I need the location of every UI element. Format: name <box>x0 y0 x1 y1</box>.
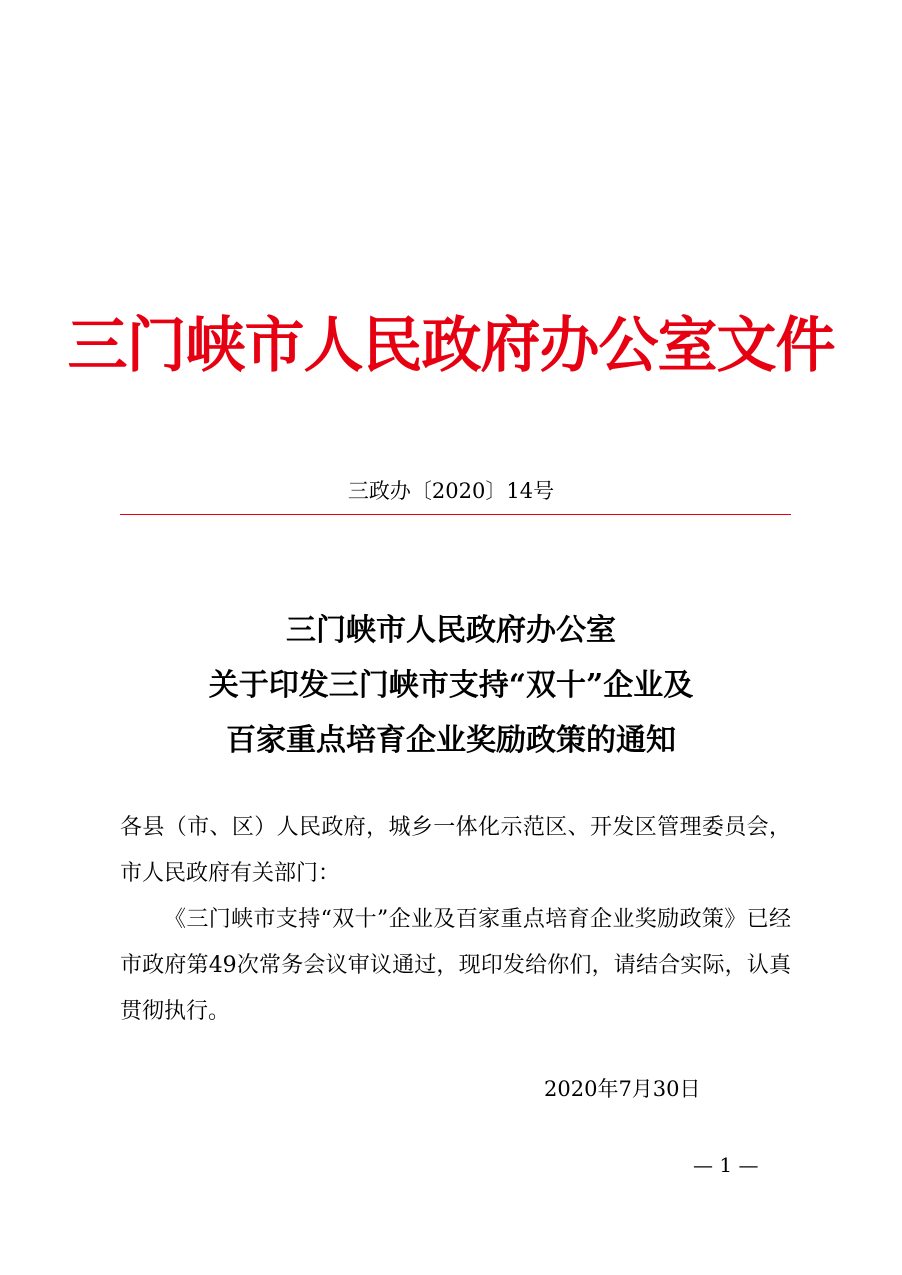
document-number: 三政办〔2020〕14号 <box>347 479 555 503</box>
addressee-paragraph: 各县（市、区）人民政府，城乡一体化示范区、开发区管理委员会，市人民政府有关部门： <box>120 815 791 886</box>
page-number: — 1 — <box>693 1153 759 1177</box>
document-title-line-2: 关于印发三门峡市支持“双十”企业及 <box>208 668 694 703</box>
body-paragraph: 《三门峡市支持“双十”企业及百家重点培育企业奖励政策》已经市政府第49次常务会议审议通过，现印发给你们，请结合实际，认真贯彻执行。 <box>120 907 791 1024</box>
issue-date: 2020年7月30日 <box>544 1077 701 1101</box>
document-title-line-1: 三门峡市人民政府办公室 <box>286 613 616 648</box>
red-divider-line <box>120 514 791 515</box>
document-title <box>0 603 902 768</box>
document-title-line-3: 百家重点培育企业奖励政策的通知 <box>226 723 676 758</box>
document-body <box>120 805 791 1035</box>
masthead-title: 三门峡市人民政府办公室文件 <box>67 311 835 381</box>
